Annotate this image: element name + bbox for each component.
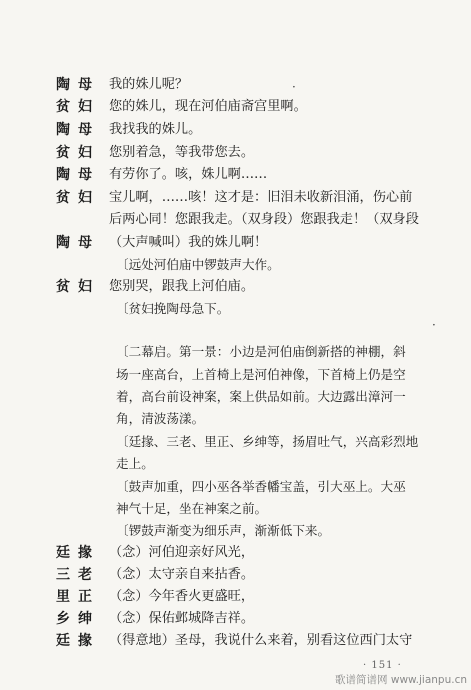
print-speck: · bbox=[432, 318, 436, 332]
stage-direction-text: 〔廷掾、三老、里正、乡绅等，扬眉吐气，兴高彩烈地 bbox=[116, 434, 419, 449]
stage-direction bbox=[0, 298, 471, 320]
speaker-name: 陶母 bbox=[56, 77, 100, 93]
speaker-name: 贫妇 bbox=[56, 145, 100, 161]
script-line bbox=[0, 164, 471, 186]
dialogue-text: 有劳你了。咳，姝儿啊…… bbox=[109, 167, 268, 182]
stage-direction-text: 角，清波荡漾。 bbox=[116, 411, 205, 426]
script-line bbox=[0, 564, 471, 586]
stage-direction-text: 〔锣鼓声渐变为细乐声，渐渐低下来。 bbox=[116, 523, 331, 538]
script-line bbox=[0, 119, 471, 141]
speaker-name: 廷掾 bbox=[56, 545, 100, 561]
dialogue-text: （念）保佑邺城降吉祥。 bbox=[109, 611, 255, 626]
watermark: 歌谱简谱网 www.jianpu.cn bbox=[335, 674, 467, 686]
stage-direction bbox=[0, 453, 471, 475]
stage-direction bbox=[0, 431, 471, 453]
page-number: · 151 · bbox=[363, 660, 402, 671]
dialogue-text: 宝儿啊，……咳！这才是：旧泪未收新泪涌，伤心前 bbox=[109, 190, 413, 205]
dialogue-text: （念）今年香火更盛旺， bbox=[109, 589, 255, 604]
script-line bbox=[0, 276, 471, 298]
speaker-name: 陶母 bbox=[56, 235, 100, 251]
dialogue-text: （大声喊叫）我的姝儿啊！ bbox=[109, 235, 268, 250]
script-line bbox=[0, 232, 471, 254]
dialogue-text: 我的姝儿呢？ bbox=[109, 77, 189, 92]
stage-direction bbox=[0, 386, 471, 408]
speaker-name: 廷掾 bbox=[56, 633, 100, 649]
stage-direction-text: 〔贫妇挽陶母急下。 bbox=[116, 301, 230, 316]
script-line bbox=[0, 608, 471, 630]
script-line bbox=[0, 74, 471, 96]
dialogue-text: 后两心同！您跟我走。（双身段）您跟我走！（双身段 bbox=[109, 212, 419, 227]
dialogue-text: （念）河伯迎亲好风光， bbox=[109, 545, 255, 560]
stage-direction-text: 着，高台前设神案，案上供品如前。大边露出漳河一 bbox=[116, 389, 406, 404]
stage-direction bbox=[0, 254, 471, 276]
stage-direction-text: 神气十足，坐在神案之前。 bbox=[116, 501, 268, 516]
stage-direction bbox=[0, 498, 471, 520]
stage-direction-text: 〔二幕启。第一景：小边是河伯庙倒新搭的神棚，斜 bbox=[116, 344, 406, 359]
script-line bbox=[0, 586, 471, 608]
speaker-name: 贫妇 bbox=[56, 279, 100, 295]
stage-direction-text: 走上。 bbox=[116, 456, 154, 471]
speaker-name: 三老 bbox=[56, 567, 100, 583]
stage-direction-text: 〔远处河伯庙中锣鼓声大作。 bbox=[116, 257, 280, 272]
stage-direction-text: 〔鼓声加重，四小巫各举香幡宝盖，引大巫上。大巫 bbox=[116, 479, 406, 494]
speaker-name: 陶母 bbox=[56, 122, 100, 138]
script-line bbox=[0, 96, 471, 118]
speaker-name: 陶母 bbox=[56, 167, 100, 183]
dialogue-text: 我找我的姝儿。 bbox=[109, 122, 202, 137]
stage-direction bbox=[0, 476, 471, 498]
stage-direction bbox=[0, 520, 471, 542]
speaker-name: 乡绅 bbox=[56, 611, 100, 627]
script-line bbox=[0, 209, 471, 231]
script-line bbox=[0, 187, 471, 209]
dialogue-text: 您别哭，跟我上河伯庙。 bbox=[109, 279, 255, 294]
print-speck: · bbox=[292, 80, 296, 94]
dialogue-text: 您别着急，等我带您去。 bbox=[109, 145, 255, 160]
script-line bbox=[0, 542, 471, 564]
dialogue-text: （得意地）圣母，我说什么来着，别看这位西门太守 bbox=[109, 633, 413, 648]
speaker-name: 贫妇 bbox=[56, 190, 100, 206]
script-line bbox=[0, 630, 471, 652]
stage-direction bbox=[0, 364, 471, 386]
dialogue-text: 您的姝儿，现在河伯庙斋宫里啊。 bbox=[109, 99, 307, 114]
speaker-name: 里正 bbox=[56, 589, 100, 605]
dialogue-text: （念）太守亲自来拈香。 bbox=[109, 567, 255, 582]
script-line bbox=[0, 142, 471, 164]
stage-direction-text: 场一座高台，上首椅上是河伯神像，下首椅上仍是空 bbox=[116, 367, 406, 382]
stage-direction bbox=[0, 341, 471, 363]
speaker-name: 贫妇 bbox=[56, 99, 100, 115]
stage-direction bbox=[0, 408, 471, 430]
